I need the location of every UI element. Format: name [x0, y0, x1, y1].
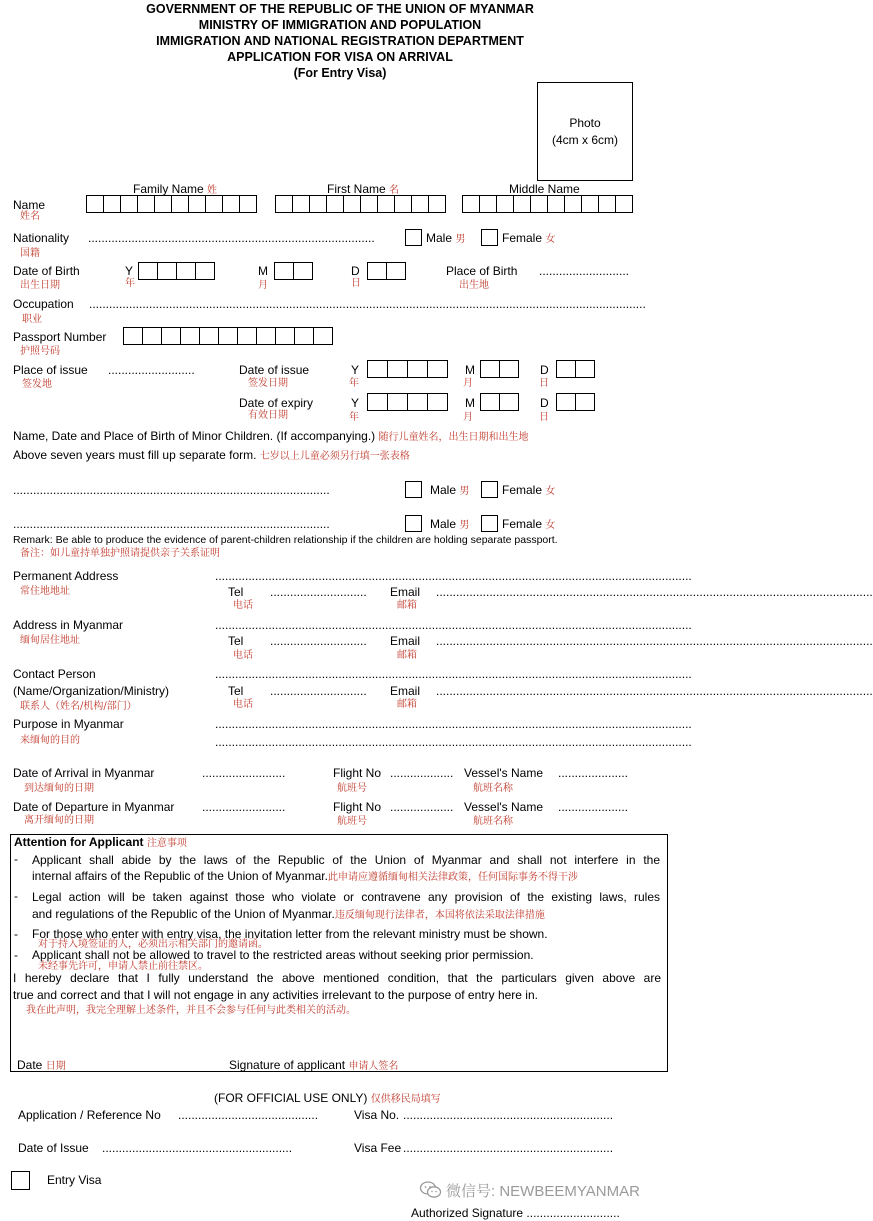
name-label: Name — [13, 198, 46, 212]
header-line-2: MINISTRY OF IMMIGRATION AND POPULATION — [198, 18, 482, 32]
visa-fee-label: Visa Fee — [354, 1141, 402, 1155]
reference-no-label: Application / Reference No — [18, 1108, 161, 1122]
passport-number-boxes[interactable] — [123, 327, 333, 345]
date-of-issue-official-field[interactable]: ......................................................... — [102, 1141, 293, 1155]
departure-flight-label: Flight No — [333, 800, 382, 814]
nationality-label: Nationality — [13, 231, 70, 245]
issue-year-label: Y — [351, 363, 360, 377]
dob-month-cn: 月 — [258, 280, 268, 291]
attention-bullet-3: For those who enter with entry visa, the invitation letter from the relevant ministry must be shown. — [32, 927, 548, 941]
arrival-vessel-label: Vessel's Name — [464, 766, 543, 780]
dob-day-boxes[interactable] — [367, 262, 406, 280]
remark-text: Remark: Be able to produce the evidence of parent-children relationship if the children are holding separate passport. — [13, 534, 558, 546]
passport-label-cn: 护照号码 — [20, 346, 60, 357]
child-2-female-checkbox[interactable] — [481, 515, 498, 532]
pob-label: Place of Birth — [446, 264, 518, 278]
middle-name-boxes[interactable] — [462, 195, 633, 213]
child-1-male-checkbox[interactable] — [405, 481, 422, 498]
purpose-cn: 来缅甸的目的 — [20, 735, 80, 746]
attention-bullet-2b: and regulations of the Republic of the Union of Myanmar.违反缅甸现行法律者，本国将依法采取法律措施 — [32, 907, 545, 921]
purpose-label: Purpose in Myanmar — [13, 717, 124, 731]
myanmar-address-label: Address in Myanmar — [13, 618, 124, 632]
header-line-1: GOVERNMENT OF THE REPUBLIC OF THE UNION OF MYANMAR — [146, 2, 534, 16]
name-label-cn: 姓名 — [20, 211, 40, 222]
pob-label-cn: 出生地 — [459, 280, 489, 291]
dob-year-label: Y — [125, 264, 134, 278]
issue-day-boxes[interactable] — [556, 360, 595, 378]
contact-person-label: Contact Person — [13, 667, 96, 681]
expiry-day-label: D — [540, 396, 549, 410]
departure-vessel-field[interactable]: ..................... — [558, 800, 629, 814]
photo-size: (4cm x 6cm) — [552, 133, 618, 147]
official-use-title: (FOR OFFICIAL USE ONLY) 仅供移民局填写 — [214, 1091, 441, 1105]
dob-day-cn: 日 — [351, 278, 361, 289]
male-checkbox[interactable] — [405, 229, 422, 246]
remark-cn: 备注：如儿童持单独护照请提供亲子关系证明 — [20, 548, 220, 559]
dob-month-boxes[interactable] — [274, 262, 313, 280]
minor-child-2-field[interactable]: ............................................................................................... — [13, 517, 330, 531]
attention-bullet-2a: Legal action will be taken against those who violate or contravene any provision of the existing laws, rules — [32, 890, 660, 904]
myanmar-email-field[interactable]: ................................................................................................................................... — [436, 634, 873, 648]
issue-month-cn: 月 — [463, 378, 473, 389]
departure-vessel-label: Vessel's Name — [464, 800, 543, 814]
male-label: Male 男 — [426, 231, 466, 245]
arrival-cn: 到达缅甸的日期 — [24, 783, 94, 794]
declaration-line-2: true and correct and that I will not engage in any activities irrelevant to the purpose of entry here in. — [13, 988, 538, 1002]
middle-name-label: Middle Name — [509, 182, 580, 196]
contact-person-label-2: (Name/Organization/Ministry) — [13, 684, 170, 698]
date-of-issue-official-label: Date of Issue — [18, 1141, 89, 1155]
permanent-email-cn: 邮箱 — [397, 600, 417, 611]
issue-year-cn: 年 — [349, 378, 359, 389]
female-checkbox[interactable] — [481, 229, 498, 246]
departure-cn: 离开缅甸的日期 — [24, 815, 94, 826]
occupation-label: Occupation — [13, 297, 74, 311]
female-label: Female 女 — [502, 231, 556, 245]
attention-bullet-3-cn: 对于持入境签证的人，必须出示相关部门的邀请函。 — [38, 939, 268, 950]
permanent-tel-cn: 电话 — [233, 600, 253, 611]
departure-label: Date of Departure in Myanmar — [13, 800, 175, 814]
bullet-dash: - — [14, 889, 18, 903]
permanent-email-label: Email — [390, 585, 421, 599]
occupation-field[interactable]: ....................................................................................................................................................................... — [89, 297, 646, 311]
entry-visa-checkbox[interactable] — [11, 1171, 30, 1190]
contact-tel-cn: 电话 — [233, 699, 253, 710]
myanmar-tel-field[interactable]: ............................. — [270, 634, 367, 648]
myanmar-address-cn: 缅甸居住地址 — [20, 635, 80, 646]
contact-person-field[interactable]: ............................................................................................................................................... — [215, 667, 692, 681]
departure-vessel-cn: 航班名称 — [473, 816, 513, 827]
minors-line-1: Name, Date and Place of Birth of Minor Children. (If accompanying.) 随行儿童姓名，出生日期和出生地 — [13, 429, 529, 443]
authorized-signature-label: Authorized Signature ............................ — [411, 1206, 620, 1220]
minor-child-1-field[interactable]: ............................................................................................... — [13, 483, 330, 497]
date-of-expiry-cn: 有效日期 — [248, 410, 288, 421]
minors-line-2: Above seven years must fill up separate form. 七岁以上儿童必须另行填一张表格 — [13, 448, 410, 462]
dob-year-cn: 年 — [125, 278, 135, 289]
wechat-watermark: 微信号: NEWBEEMYANMAR — [420, 1180, 640, 1201]
bullet-dash: - — [14, 948, 18, 962]
wechat-icon — [420, 1181, 442, 1199]
dob-year-boxes[interactable] — [138, 262, 215, 280]
dob-label: Date of Birth — [13, 264, 80, 278]
issue-year-boxes[interactable] — [367, 360, 448, 378]
occupation-label-cn: 职业 — [22, 314, 42, 325]
bullet-dash: - — [14, 927, 18, 941]
contact-tel-field[interactable]: ............................. — [270, 684, 367, 698]
expiry-month-cn: 月 — [463, 412, 473, 423]
arrival-flight-label: Flight No — [333, 766, 382, 780]
permanent-address-label: Permanent Address — [13, 569, 119, 583]
myanmar-address-field[interactable]: ............................................................................................................................................... — [215, 618, 692, 632]
issue-day-cn: 日 — [539, 378, 549, 389]
dob-day-label: D — [351, 264, 360, 278]
attention-title: Attention for Applicant 注意事项 — [14, 835, 187, 849]
contact-tel-label: Tel — [228, 684, 244, 698]
first-name-boxes[interactable] — [275, 195, 446, 213]
dob-month-label: M — [258, 264, 268, 278]
applicant-signature-label: Signature of applicant 申请人签名 — [229, 1058, 399, 1072]
arrival-vessel-field[interactable]: ..................... — [558, 766, 629, 780]
visa-no-label: Visa No. — [354, 1108, 400, 1122]
declaration-cn: 我在此声明，我完全理解上述条件，并且不会参与任何与此类相关的活动。 — [26, 1005, 356, 1016]
attention-bullet-4: Applicant shall not be allowed to travel to the restricted areas without seeking prior permission. — [32, 948, 534, 962]
expiry-year-cn: 年 — [349, 412, 359, 423]
departure-flight-field[interactable]: ................... — [390, 800, 454, 814]
date-of-issue-label: Date of issue — [239, 363, 310, 377]
contact-person-cn: 联系人（姓名/机构/部门） — [20, 701, 137, 712]
visa-no-field[interactable]: ............................................................... — [403, 1108, 614, 1122]
myanmar-email-label: Email — [390, 634, 421, 648]
entry-visa-label: Entry Visa — [47, 1173, 102, 1187]
form-title: APPLICATION FOR VISA ON ARRIVAL — [227, 50, 453, 64]
dob-label-cn: 出生日期 — [20, 280, 60, 291]
expiry-day-cn: 日 — [539, 412, 549, 423]
arrival-flight-cn: 航班号 — [337, 783, 367, 794]
permanent-tel-field[interactable]: ............................. — [270, 585, 367, 599]
myanmar-email-cn: 邮箱 — [397, 650, 417, 661]
permanent-tel-label: Tel — [228, 585, 244, 599]
attention-bullet-1a: Applicant shall abide by the laws of the Republic of the Union of Myanmar and shall not interfere in the — [32, 853, 660, 867]
place-of-issue-cn: 签发地 — [22, 379, 52, 390]
departure-field[interactable]: ......................... — [202, 800, 286, 814]
nationality-field[interactable]: ...................................................................................... — [88, 231, 375, 245]
departure-flight-cn: 航班号 — [337, 816, 367, 827]
expiry-year-boxes[interactable] — [367, 393, 448, 411]
purpose-field-2[interactable]: ............................................................................................................................................... — [215, 735, 692, 749]
child-1-male-label: Male 男 — [430, 483, 470, 497]
purpose-field-1[interactable]: ............................................................................................................................................... — [215, 717, 692, 731]
issue-day-label: D — [540, 363, 549, 377]
permanent-address-field[interactable]: ............................................................................................................................................... — [215, 569, 692, 583]
child-2-male-label: Male 男 — [430, 517, 470, 531]
header-line-3: IMMIGRATION AND NATIONAL REGISTRATION DEPARTMENT — [156, 34, 524, 48]
child-2-female-label: Female 女 — [502, 517, 556, 531]
arrival-vessel-cn: 航班名称 — [473, 783, 513, 794]
pob-field[interactable]: ........................... — [539, 264, 630, 278]
issue-month-label: M — [465, 363, 475, 377]
contact-email-field[interactable]: ................................................................................................................................... — [436, 684, 873, 698]
child-2-male-checkbox[interactable] — [405, 515, 422, 532]
expiry-day-boxes[interactable] — [556, 393, 595, 411]
passport-label: Passport Number — [13, 330, 107, 344]
bullet-dash: - — [14, 852, 18, 866]
photo-label: Photo — [569, 116, 601, 130]
contact-email-cn: 邮箱 — [397, 699, 417, 710]
child-1-female-checkbox[interactable] — [481, 481, 498, 498]
place-of-issue-field[interactable]: .......................... — [108, 363, 195, 377]
arrival-field[interactable]: ......................... — [202, 766, 286, 780]
visa-fee-field[interactable]: ............................................................... — [403, 1141, 614, 1155]
family-name-label: Family Name 姓 — [133, 182, 218, 196]
form-subtitle: (For Entry Visa) — [293, 66, 387, 80]
nationality-label-cn: 国籍 — [20, 248, 40, 259]
date-of-expiry-label: Date of expiry — [239, 396, 314, 410]
child-1-female-label: Female 女 — [502, 483, 556, 497]
declaration-line-1: I hereby declare that I fully understand the above mentioned condition, that the particulars given above are — [13, 971, 661, 985]
attention-bullet-1b: internal affairs of the Republic of the Union of Myanmar.此申请应遵循缅甸相关法律政策，任何国际事务不得干涉 — [32, 869, 578, 883]
attention-bullet-4-cn: 未经事先许可，申请人禁止前往禁区。 — [38, 961, 208, 972]
permanent-address-cn: 常住地地址 — [20, 586, 70, 597]
date-of-issue-cn: 签发日期 — [248, 378, 288, 389]
expiry-month-label: M — [465, 396, 475, 410]
expiry-year-label: Y — [351, 396, 360, 410]
date-label: Date 日期 — [17, 1058, 66, 1072]
photo-box[interactable] — [537, 82, 633, 181]
arrival-flight-field[interactable]: ................... — [390, 766, 454, 780]
issue-month-boxes[interactable] — [480, 360, 519, 378]
reference-no-field[interactable]: .......................................... — [178, 1108, 319, 1122]
first-name-label: First Name 名 — [327, 182, 400, 196]
contact-email-label: Email — [390, 684, 421, 698]
expiry-month-boxes[interactable] — [480, 393, 519, 411]
permanent-email-field[interactable]: ................................................................................................................................... — [436, 585, 873, 599]
myanmar-tel-cn: 电话 — [233, 650, 253, 661]
arrival-label: Date of Arrival in Myanmar — [13, 766, 155, 780]
myanmar-tel-label: Tel — [228, 634, 244, 648]
place-of-issue-label: Place of issue — [13, 363, 88, 377]
family-name-boxes[interactable] — [86, 195, 257, 213]
